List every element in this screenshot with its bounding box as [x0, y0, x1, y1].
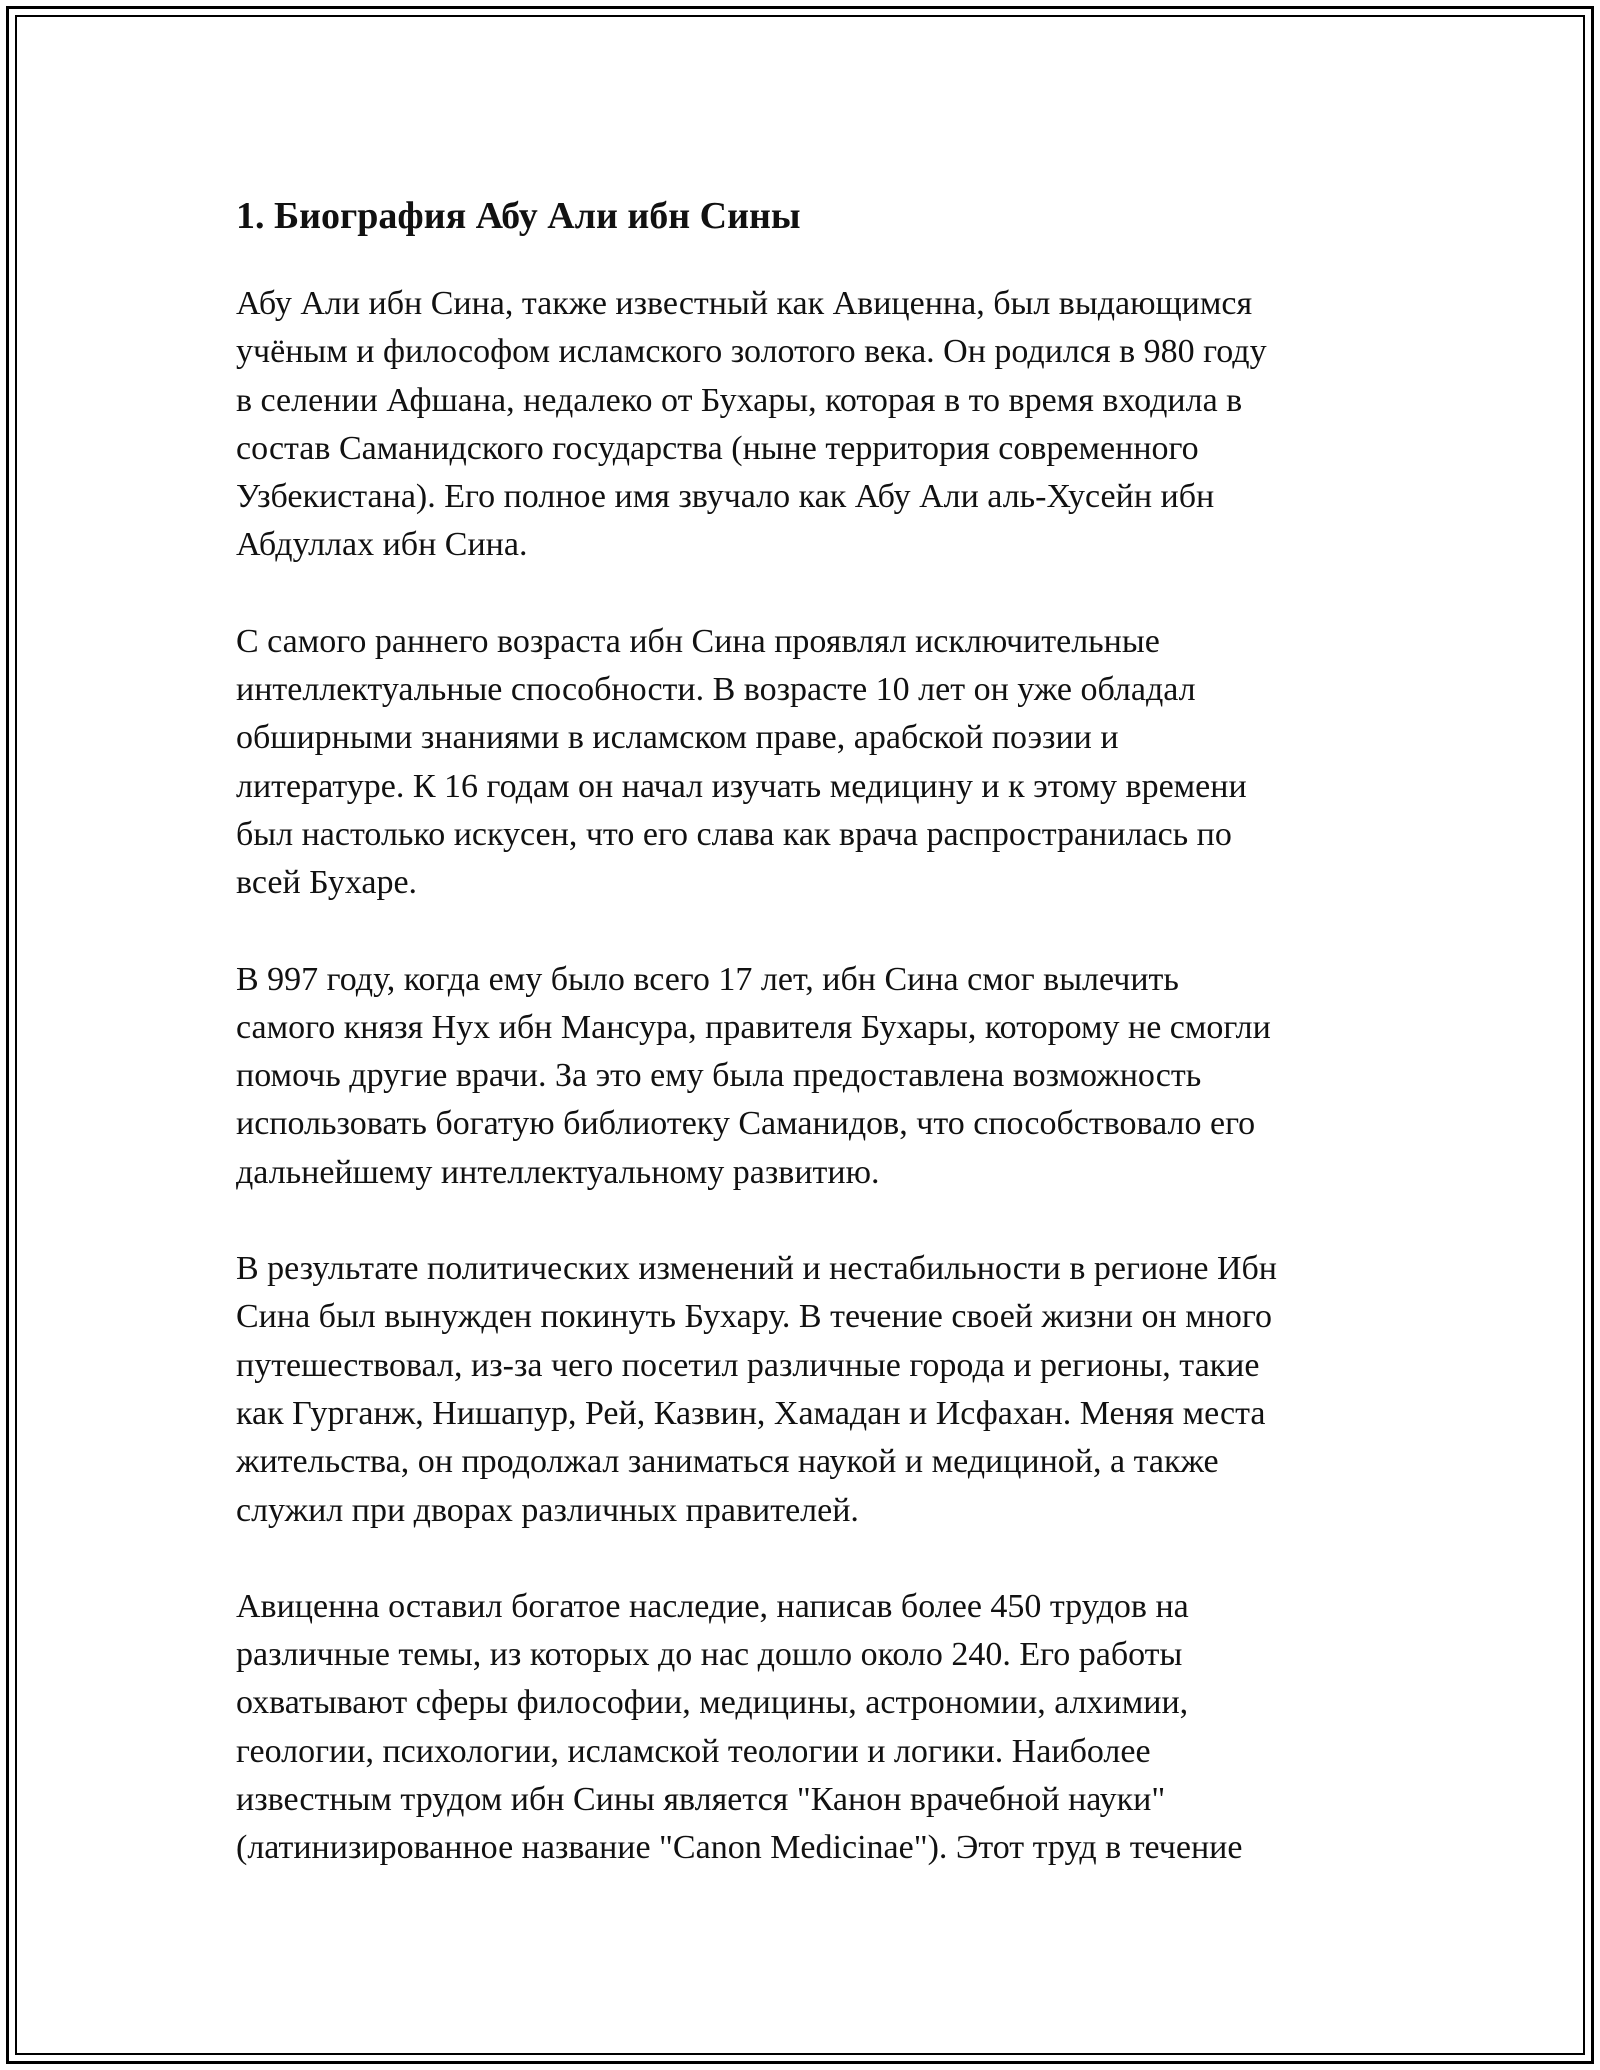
text-line: Узбекистана). Его полное имя звучало как Абу Али аль-Хусейн ибн — [236, 478, 1215, 516]
text-line: литературе. К 16 годам он начал изучать медицину и к этому времени — [236, 767, 1247, 805]
section-heading: 1. Биография Абу Али ибн Сины — [236, 195, 801, 237]
text-line: в селении Афшана, недалеко от Бухары, которая в то время входила в — [236, 381, 1243, 419]
paragraph-4 — [236, 1245, 1376, 1535]
text-line: как Гурганж, Нишапур, Рей, Казвин, Хамадан и Исфахан. Меняя места — [236, 1394, 1266, 1432]
text-line: различные темы, из которых до нас дошло около 240. Его работы — [236, 1636, 1183, 1674]
text-line: помочь другие врачи. За это ему была предоставлена возможность — [236, 1057, 1202, 1095]
text-line: был настолько искусен, что его слава как врача распространилась по — [236, 815, 1232, 853]
paragraph-3 — [236, 956, 1376, 1197]
text-line: самого князя Нух ибн Мансура, правителя Бухары, которому не смогли — [236, 1008, 1271, 1046]
text-line: Сина был вынужден покинуть Бухару. В течение своей жизни он много — [236, 1298, 1273, 1336]
text-line: В результате политических изменений и нестабильности в регионе Ибн — [236, 1250, 1278, 1288]
text-line: интеллектуальные способности. В возрасте 10 лет он уже обладал — [236, 671, 1196, 709]
text-line: известным трудом ибн Сины является "Канон врачебной науки" — [236, 1781, 1166, 1819]
text-line: обширными знаниями в исламском праве, арабской поэзии и — [236, 719, 1119, 757]
text-line: дальнейшему интеллектуальному развитию. — [236, 1153, 880, 1191]
text-line: Авиценна оставил богатое наследие, написав более 450 трудов на — [236, 1587, 1189, 1625]
text-line: охватывают сферы философии, медицины, астрономии, алхимии, — [236, 1684, 1189, 1722]
paragraph-2 — [236, 618, 1376, 908]
text-line: путешествовал, из-за чего посетил различные города и регионы, такие — [236, 1346, 1260, 1384]
text-line: геологии, психологии, исламской теологии и логики. Наиболее — [236, 1732, 1151, 1770]
text-line: Абу Али ибн Сина, также известный как Авиценна, был выдающимся — [236, 285, 1253, 322]
text-line: В 997 году, когда ему было всего 17 лет, ибн Сина смог вылечить — [236, 960, 1179, 998]
text-line: Абдуллах ибн Сина. — [236, 526, 528, 564]
text-line: С самого раннего возраста ибн Сина проявлял исключительные — [236, 622, 1160, 660]
text-line: состав Саманидского государства (ныне территория современного — [236, 429, 1199, 467]
text-line: жительства, он продолжал заниматься наукой и медициной, а также — [236, 1443, 1219, 1481]
text-line: всей Бухаре. — [236, 864, 418, 902]
text-line: служил при дворах различных правителей. — [236, 1491, 859, 1529]
text-line: использовать богатую библиотеку Саманидов, что способствовало его — [236, 1105, 1256, 1143]
text-line: учёным и философом исламского золотого века. Он родился в 980 году — [236, 333, 1267, 371]
text-line: (латинизированное название "Canon Medicinae"). Этот труд в течение — [236, 1829, 1243, 1867]
paragraph-5 — [236, 1583, 1376, 1873]
paragraph-1 — [236, 280, 1376, 570]
document-body — [236, 182, 1376, 1921]
